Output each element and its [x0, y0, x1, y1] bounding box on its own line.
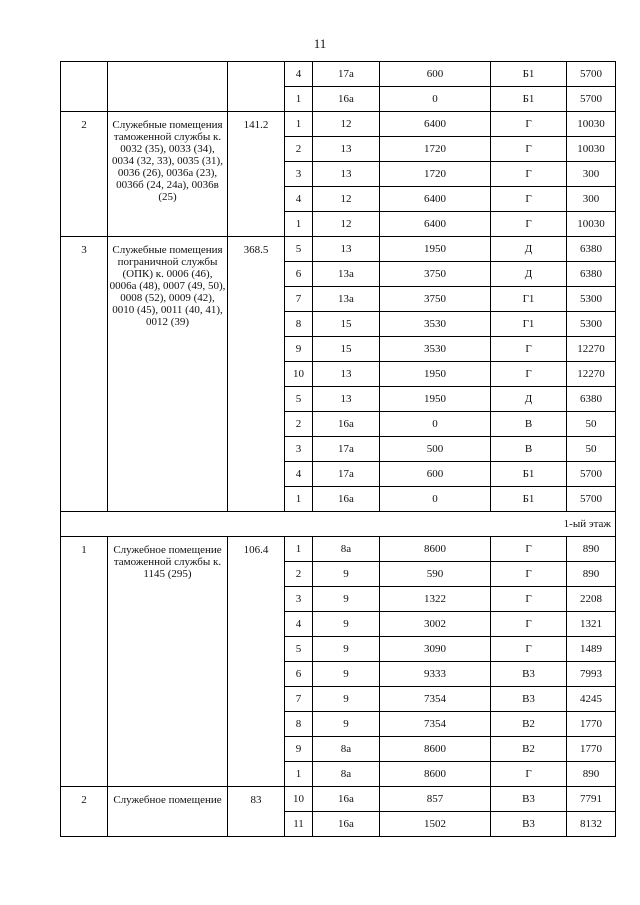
total-cell: 5300 [567, 312, 616, 337]
value-cell: 590 [380, 562, 491, 587]
value-cell: 600 [380, 462, 491, 487]
value-cell: 857 [380, 787, 491, 812]
value-cell: 1502 [380, 812, 491, 837]
code-cell: 13 [313, 362, 380, 387]
code-cell: 9 [313, 612, 380, 637]
total-cell: 890 [567, 537, 616, 562]
category-cell: Г [491, 212, 567, 237]
value-cell: 0 [380, 412, 491, 437]
code-cell: 13 [313, 237, 380, 262]
room-area-cell: 368.5 [228, 237, 285, 512]
category-cell: Д [491, 387, 567, 412]
room-number-cell: 1 [61, 537, 108, 787]
point-cell: 1 [285, 537, 313, 562]
code-cell: 16а [313, 412, 380, 437]
room-number-cell [61, 62, 108, 112]
category-cell: Г [491, 137, 567, 162]
room-name-cell: Служебные помещения таможенной службы к. 0032 (35), 0033 (34), 0034 (32, 33), 0035 (31), 0036 (26), 0036а (23), 0036б (24, 24а), 0036в (25) [108, 112, 228, 237]
value-cell: 3530 [380, 312, 491, 337]
point-cell: 5 [285, 637, 313, 662]
value-cell: 8600 [380, 537, 491, 562]
point-cell: 7 [285, 287, 313, 312]
value-cell: 3002 [380, 612, 491, 637]
floor-label: 1-ый этаж [61, 512, 616, 537]
code-cell: 12 [313, 187, 380, 212]
point-cell: 9 [285, 337, 313, 362]
room-area-cell: 83 [228, 787, 285, 837]
point-cell: 10 [285, 787, 313, 812]
code-cell: 16а [313, 487, 380, 512]
value-cell: 0 [380, 487, 491, 512]
point-cell: 10 [285, 362, 313, 387]
point-cell: 1 [285, 112, 313, 137]
category-cell: Д [491, 237, 567, 262]
point-cell: 1 [285, 762, 313, 787]
value-cell: 3530 [380, 337, 491, 362]
category-cell: В3 [491, 687, 567, 712]
category-cell: Г [491, 162, 567, 187]
code-cell: 8а [313, 762, 380, 787]
category-cell: Г [491, 587, 567, 612]
category-cell: Г [491, 362, 567, 387]
point-cell: 5 [285, 387, 313, 412]
total-cell: 5300 [567, 287, 616, 312]
point-cell: 6 [285, 262, 313, 287]
total-cell: 300 [567, 187, 616, 212]
category-cell: В [491, 437, 567, 462]
category-cell: Г [491, 762, 567, 787]
value-cell: 3090 [380, 637, 491, 662]
code-cell: 16а [313, 812, 380, 837]
code-cell: 9 [313, 662, 380, 687]
value-cell: 600 [380, 62, 491, 87]
code-cell: 16а [313, 87, 380, 112]
page-number: 11 [313, 36, 327, 51]
total-cell: 10030 [567, 112, 616, 137]
code-cell: 13а [313, 287, 380, 312]
code-cell: 12 [313, 212, 380, 237]
code-cell: 17а [313, 62, 380, 87]
category-cell: Б1 [491, 87, 567, 112]
value-cell: 3750 [380, 287, 491, 312]
floor-heading-row [61, 512, 616, 537]
category-cell: Г [491, 612, 567, 637]
point-cell: 4 [285, 187, 313, 212]
table-row [61, 112, 616, 137]
point-cell: 8 [285, 312, 313, 337]
value-cell: 500 [380, 437, 491, 462]
code-cell: 9 [313, 712, 380, 737]
point-cell: 1 [285, 87, 313, 112]
total-cell: 1770 [567, 712, 616, 737]
value-cell: 3750 [380, 262, 491, 287]
value-cell: 0 [380, 87, 491, 112]
table-body [61, 62, 616, 837]
total-cell: 890 [567, 762, 616, 787]
room-area-cell: 141.2 [228, 112, 285, 237]
code-cell: 13 [313, 162, 380, 187]
total-cell: 5700 [567, 462, 616, 487]
value-cell: 1720 [380, 137, 491, 162]
table-row [61, 62, 616, 87]
point-cell: 7 [285, 687, 313, 712]
category-cell: Г [491, 112, 567, 137]
table-row [61, 537, 616, 562]
category-cell: В3 [491, 812, 567, 837]
total-cell: 2208 [567, 587, 616, 612]
point-cell: 2 [285, 562, 313, 587]
category-cell: Г [491, 187, 567, 212]
total-cell: 10030 [567, 137, 616, 162]
category-cell: Б1 [491, 62, 567, 87]
code-cell: 15 [313, 312, 380, 337]
total-cell: 4245 [567, 687, 616, 712]
code-cell: 17а [313, 462, 380, 487]
category-cell: В [491, 412, 567, 437]
category-cell: В2 [491, 712, 567, 737]
value-cell: 1950 [380, 387, 491, 412]
room-name-cell [108, 62, 228, 112]
value-cell: 6400 [380, 187, 491, 212]
category-cell: Г [491, 562, 567, 587]
code-cell: 16а [313, 787, 380, 812]
point-cell: 5 [285, 237, 313, 262]
point-cell: 4 [285, 62, 313, 87]
value-cell: 8600 [380, 737, 491, 762]
value-cell: 1950 [380, 362, 491, 387]
room-name-cell: Служебное помещение [108, 787, 228, 837]
total-cell: 8132 [567, 812, 616, 837]
point-cell: 8 [285, 712, 313, 737]
measurement-table [60, 61, 616, 837]
room-name-cell: Служебное помещение таможенной службы к. 1145 (295) [108, 537, 228, 787]
total-cell: 6380 [567, 262, 616, 287]
total-cell: 6380 [567, 387, 616, 412]
point-cell: 3 [285, 587, 313, 612]
total-cell: 300 [567, 162, 616, 187]
point-cell: 9 [285, 737, 313, 762]
total-cell: 50 [567, 437, 616, 462]
total-cell: 1489 [567, 637, 616, 662]
category-cell: Г1 [491, 287, 567, 312]
code-cell: 9 [313, 637, 380, 662]
point-cell: 11 [285, 812, 313, 837]
total-cell: 12270 [567, 362, 616, 387]
code-cell: 8а [313, 737, 380, 762]
category-cell: Г [491, 537, 567, 562]
value-cell: 8600 [380, 762, 491, 787]
category-cell: Г [491, 637, 567, 662]
category-cell: Б1 [491, 462, 567, 487]
total-cell: 5700 [567, 87, 616, 112]
category-cell: Б1 [491, 487, 567, 512]
total-cell: 5700 [567, 62, 616, 87]
value-cell: 1950 [380, 237, 491, 262]
point-cell: 2 [285, 412, 313, 437]
total-cell: 10030 [567, 212, 616, 237]
room-name-cell: Служебные помещения пограничной службы (ОПК) к. 0006 (46), 0006а (48), 0007 (49, 50), 0008 (52), 0009 (42), 0010 (45), 0011 (40, 41), 0012 (39) [108, 237, 228, 512]
room-number-cell: 2 [61, 787, 108, 837]
category-cell: В3 [491, 787, 567, 812]
point-cell: 4 [285, 462, 313, 487]
code-cell: 13 [313, 387, 380, 412]
value-cell: 6400 [380, 212, 491, 237]
code-cell: 9 [313, 687, 380, 712]
value-cell: 1322 [380, 587, 491, 612]
total-cell: 7993 [567, 662, 616, 687]
category-cell: Г1 [491, 312, 567, 337]
value-cell: 7354 [380, 687, 491, 712]
code-cell: 12 [313, 112, 380, 137]
point-cell: 3 [285, 162, 313, 187]
value-cell: 9333 [380, 662, 491, 687]
point-cell: 2 [285, 137, 313, 162]
point-cell: 6 [285, 662, 313, 687]
room-number-cell: 3 [61, 237, 108, 512]
category-cell: Д [491, 262, 567, 287]
table-row [61, 237, 616, 262]
code-cell: 13 [313, 137, 380, 162]
value-cell: 6400 [380, 112, 491, 137]
room-area-cell [228, 62, 285, 112]
code-cell: 8а [313, 537, 380, 562]
table-row [61, 787, 616, 812]
code-cell: 15 [313, 337, 380, 362]
point-cell: 1 [285, 487, 313, 512]
code-cell: 9 [313, 587, 380, 612]
total-cell: 1770 [567, 737, 616, 762]
code-cell: 9 [313, 562, 380, 587]
code-cell: 13а [313, 262, 380, 287]
code-cell: 17а [313, 437, 380, 462]
total-cell: 5700 [567, 487, 616, 512]
room-number-cell: 2 [61, 112, 108, 237]
room-area-cell: 106.4 [228, 537, 285, 787]
total-cell: 50 [567, 412, 616, 437]
total-cell: 6380 [567, 237, 616, 262]
total-cell: 12270 [567, 337, 616, 362]
total-cell: 7791 [567, 787, 616, 812]
category-cell: Г [491, 337, 567, 362]
total-cell: 1321 [567, 612, 616, 637]
value-cell: 7354 [380, 712, 491, 737]
point-cell: 4 [285, 612, 313, 637]
category-cell: В2 [491, 737, 567, 762]
category-cell: В3 [491, 662, 567, 687]
total-cell: 890 [567, 562, 616, 587]
value-cell: 1720 [380, 162, 491, 187]
point-cell: 3 [285, 437, 313, 462]
point-cell: 1 [285, 212, 313, 237]
